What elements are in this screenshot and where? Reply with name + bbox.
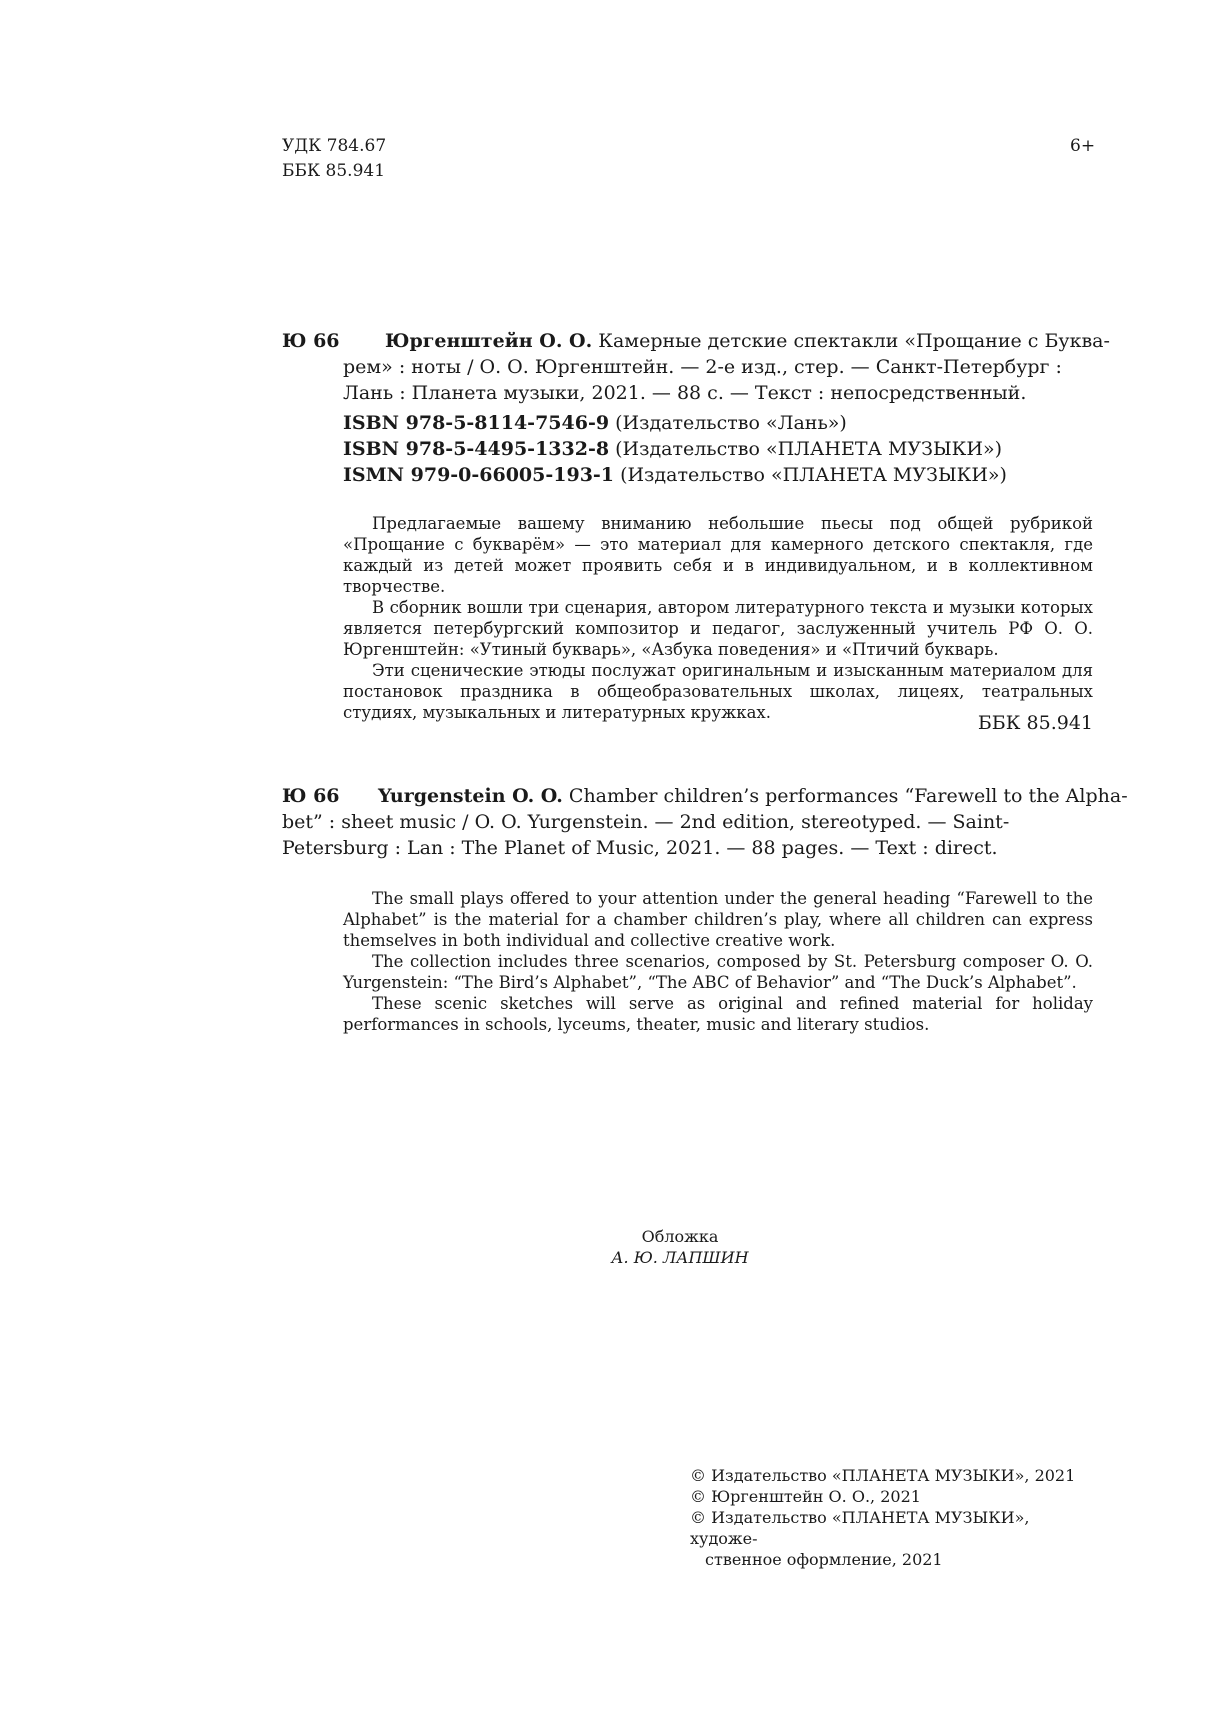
en-entry-line3: Petersburg : Lan : The Planet of Music, 2021. — 88 pages. — Text : direct. (282, 837, 998, 859)
ismn-line (343, 462, 1007, 488)
ru-annotation-paragraph: Эти сценические этюды послужат оригинальным и изысканным материалом для постановок праздника в общеобразовательных школах, лицеях, театральных студиях, музыкальных и литературных кружках. (343, 661, 1093, 722)
ru-author: Юргенштейн О. О. (385, 330, 593, 352)
en-annotation (343, 888, 1093, 1035)
cover-credits (560, 1226, 800, 1268)
en-entry-code: Ю 66 (282, 785, 340, 807)
en-entry-line1 (378, 784, 1128, 808)
en-annotation-paragraph: These scenic sketches will serve as original and refined material for holiday performances in schools, lyceums, theater, music and literary studios. (343, 994, 1093, 1034)
bbk-index: ББК 85.941 (977, 712, 1093, 734)
copyright-block (690, 1465, 1100, 1570)
isbn-publisher: (Издательство «ПЛАНЕТА МУЗЫКИ») (615, 438, 1002, 460)
ru-entry-line1 (385, 329, 1110, 353)
ru-annotation-paragraph: Предлагаемые вашему вниманию небольшие пьесы под общей рубрикой «Прощание с букварём» — это материал для камерного детского спектакля, где каждый из детей может проявить себя и в индивидуальном, и в коллективном творчестве. (343, 514, 1093, 596)
en-author: Yurgenstein O. O. (378, 785, 563, 807)
copyright-line: © Издательство «ПЛАНЕТА МУЗЫКИ», художе- (690, 1508, 1030, 1548)
bbk-code: ББК 85.941 (282, 161, 386, 181)
cover-artist: А. Ю. ЛАПШИН (611, 1248, 749, 1267)
classification-block (282, 134, 386, 184)
copyright-line: ственное оформление, 2021 (705, 1550, 943, 1569)
en-entry-line2: bet” : sheet music / O. O. Yurgenstein. — 2nd edition, stereotyped. — Saint- (282, 811, 1010, 833)
isbn-line (343, 410, 1007, 436)
copyright-line: © Юргенштейн О. О., 2021 (690, 1487, 921, 1506)
udk-code: УДК 784.67 (282, 136, 387, 156)
ru-annotation (343, 513, 1093, 723)
cover-label: Обложка (641, 1227, 719, 1246)
ru-annotation-paragraph: В сборник вошли три сценария, автором литературного текста и музыки которых является петербургский композитор и педагог, заслуженный учитель РФ О. О. Юргенштейн: «Утиный букварь», «Азбука поведения» и «Птичий букварь. (343, 598, 1093, 659)
age-rating: 6+ (1070, 136, 1096, 156)
ismn-number: ISMN 979-0-66005-193-1 (343, 464, 615, 486)
ismn-publisher: (Издательство «ПЛАНЕТА МУЗЫКИ») (620, 464, 1007, 486)
ru-entry-code: Ю 66 (282, 330, 340, 352)
en-annotation-paragraph: The collection includes three scenarios, composed by St. Petersburg composer O. O. Yurgenstein: “The Bird’s Alphabet”, “The ABC of Behavior” and “The Duck’s Alphabet”. (343, 952, 1093, 992)
isbn-number: ISBN 978-5-4495-1332-8 (343, 438, 610, 460)
en-title-part1: Chamber children’s performances “Farewell to the Alpha- (568, 785, 1128, 807)
ru-entry-line2: рем» : ноты / О. О. Юргенштейн. — 2-е изд., стер. — Санкт-Петербург : (343, 356, 1062, 378)
isbn-block (343, 410, 1007, 488)
ru-entry-line3: Лань : Планета музыки, 2021. — 88 с. — Текст : непосредственный. (343, 382, 1027, 404)
isbn-number: ISBN 978-5-8114-7546-9 (343, 412, 610, 434)
isbn-publisher: (Издательство «Лань») (615, 412, 847, 434)
ru-title-part1: Камерные детские спектакли «Прощание с Буква- (598, 330, 1110, 352)
en-annotation-paragraph: The small plays offered to your attention under the general heading “Farewell to the Alphabet” is the material for a chamber children’s play, where all children can express themselves in both individual and collective creative work. (343, 889, 1093, 950)
copyright-line: © Издательство «ПЛАНЕТА МУЗЫКИ», 2021 (690, 1466, 1076, 1485)
isbn-line (343, 436, 1007, 462)
